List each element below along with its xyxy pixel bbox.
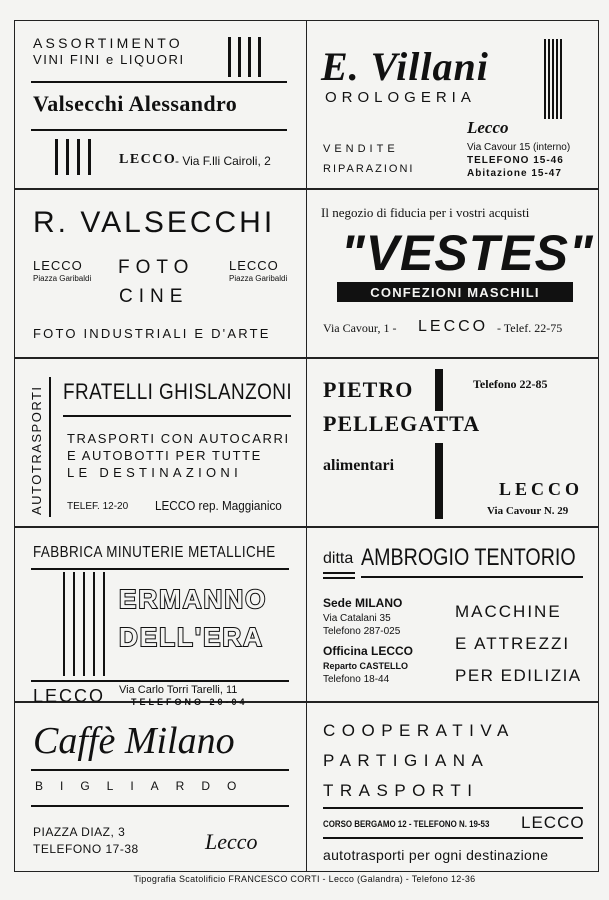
business-name: AMBROGIO TENTORIO [361,544,576,571]
decorative-bar [66,139,69,175]
ad-r-valsecchi [15,190,306,357]
ad-heading-line1: ASSORTIMENTO [33,35,183,51]
printer-credit: Tipografia Scatolificio FRANCESCO CORTI - Lecco (Galandra) - Telefono 12-36 [133,874,476,884]
sede: Sede MILANO [323,596,403,610]
city-left: LECCO [33,258,83,273]
ad-grid [14,20,599,872]
city: LECCO [418,318,489,335]
business-name: R. VALSECCHI [33,206,276,239]
phone: Telefono 22-85 [473,377,548,391]
services-line1: VENDITE [323,143,399,155]
city: Lecco [467,118,509,137]
name-line1: COOPERATIVA [323,721,515,740]
service-line2: E AUTOBOTTI PER TUTTE [67,448,262,463]
rule [49,377,51,517]
tagline: autotrasporti per ogni destinazione [323,847,549,863]
subtitle: BIGLIARDO [35,779,254,793]
phone: - Telef. 22-75 [497,321,563,335]
ad-valsecchi-alessandro [15,21,306,188]
city: Lecco [205,829,258,854]
address: Via Cavour, 1 - [323,321,397,335]
decorative-bar [556,39,558,119]
trade: alimentari [323,457,395,474]
tagline: FOTO INDUSTRIALI E D'ARTE [33,326,271,341]
decorative-bar [560,39,562,119]
side-label: AUTOTRASPORTI [29,385,44,515]
slogan: Il negozio di fiducia per i vostri acquisti [321,205,530,220]
sede-phone: Telefono 287-025 [323,626,401,637]
address: - Via F.lli Cairoli, 2 [175,154,271,168]
phone: TELEF. 12-20 [67,501,129,512]
decorative-bar [103,572,105,676]
business-name: E. Villani [321,44,489,89]
rule [31,129,287,131]
rule [63,415,291,417]
business-name: Valsecchi Alessandro [33,91,238,116]
city: LECCO [521,813,585,832]
square-right: Piazza Garibaldi [229,274,288,283]
name-line2: PARTIGIANA [323,751,490,770]
foto-label: FOTO [118,257,195,278]
city: LECCO [33,686,106,706]
decorative-bar [228,37,231,77]
officina: Officina LECCO [323,644,414,658]
ad-caffe-milano [15,703,306,871]
decorative-bar [55,139,58,175]
ad-dell-era [15,528,306,707]
decorative-bar [435,369,443,411]
first-name: PIETRO [323,377,414,402]
city: LECCO [119,152,177,167]
rule [31,81,287,83]
business-name: Caffè Milano [33,720,235,762]
phone: TELEFONO 20-04 [131,697,248,707]
trade: OROLOGERIA [325,89,476,106]
slogan-line3: PER EDILIZIA [455,666,582,685]
city: LECCO rep. Maggianico [155,498,282,513]
business-name: FRATELLI GHISLANZONI [63,379,293,404]
address: CORSO BERGAMO 12 - TELEFONO N. 19-53 [323,819,490,829]
decorative-bar [63,572,65,676]
phone: TELEFONO 17-38 [33,842,139,856]
rule [323,807,583,809]
ad-villani [307,21,598,188]
slogan-line2: E ATTREZZI [455,634,571,653]
slogan-line1: MACCHINE [455,602,562,621]
officina-phone: Telefono 18-44 [323,674,390,685]
city-right: LECCO [229,258,279,273]
rule [323,837,583,839]
sede-address: Via Catalani 35 [323,613,391,624]
decorative-bar [238,37,241,77]
decorative-bar [83,572,85,676]
rule [31,769,289,771]
ad-pellegatta [307,359,598,526]
rule [31,680,289,682]
decorative-bar [544,39,546,119]
ad-cooperativa [307,703,598,871]
ditta-label: ditta [323,550,354,567]
decorative-bar [73,572,75,676]
cine-label: CINE [119,286,189,307]
reparto: Reparto CASTELLO [323,661,409,671]
square-left: Piazza Garibaldi [33,274,92,283]
service-line1: TRASPORTI CON AUTOCARRI [67,431,290,446]
rule [361,576,583,578]
rule [323,572,355,574]
decorative-bar [548,39,550,119]
phone: TELEFONO 15-46 [467,155,564,166]
address: Via Cavour N. 29 [487,505,569,517]
ad-ghislanzoni [15,359,306,526]
last-name: PELLEGATTA [323,411,481,436]
address: Via Cavour 15 (interno) [467,142,571,153]
ad-heading-line2: VINI FINI e LIQUORI [33,52,185,67]
rule [31,805,289,807]
decorative-bar [258,37,261,77]
address: PIAZZA DIAZ, 3 [33,825,126,839]
home-phone: Abitazione 15-47 [467,168,562,179]
services-line2: RIPARAZIONI [323,163,415,175]
name-line3: TRASPORTI [323,781,479,800]
name-line2: DELL'ERA [119,622,264,652]
address: Via Carlo Torri Tarelli, 11 [119,684,238,696]
brand-logo: "VESTES" [341,225,594,281]
decorative-bar [552,39,554,119]
decorative-bar [248,37,251,77]
banner-text: CONFEZIONI MASCHILI [370,285,540,300]
city: LECCO [499,479,584,499]
rule [31,568,289,570]
ad-tentorio [307,528,598,701]
decorative-bar [77,139,80,175]
service-line3: LE DESTINAZIONI [67,465,243,480]
decorative-bar [93,572,95,676]
ad-vestes [307,190,598,357]
decorative-bar [88,139,91,175]
heading: FABBRICA MINUTERIE METALLICHE [33,544,276,561]
name-line1: ERMANNO [119,584,268,614]
rule [323,577,355,579]
decorative-bar [435,443,443,519]
